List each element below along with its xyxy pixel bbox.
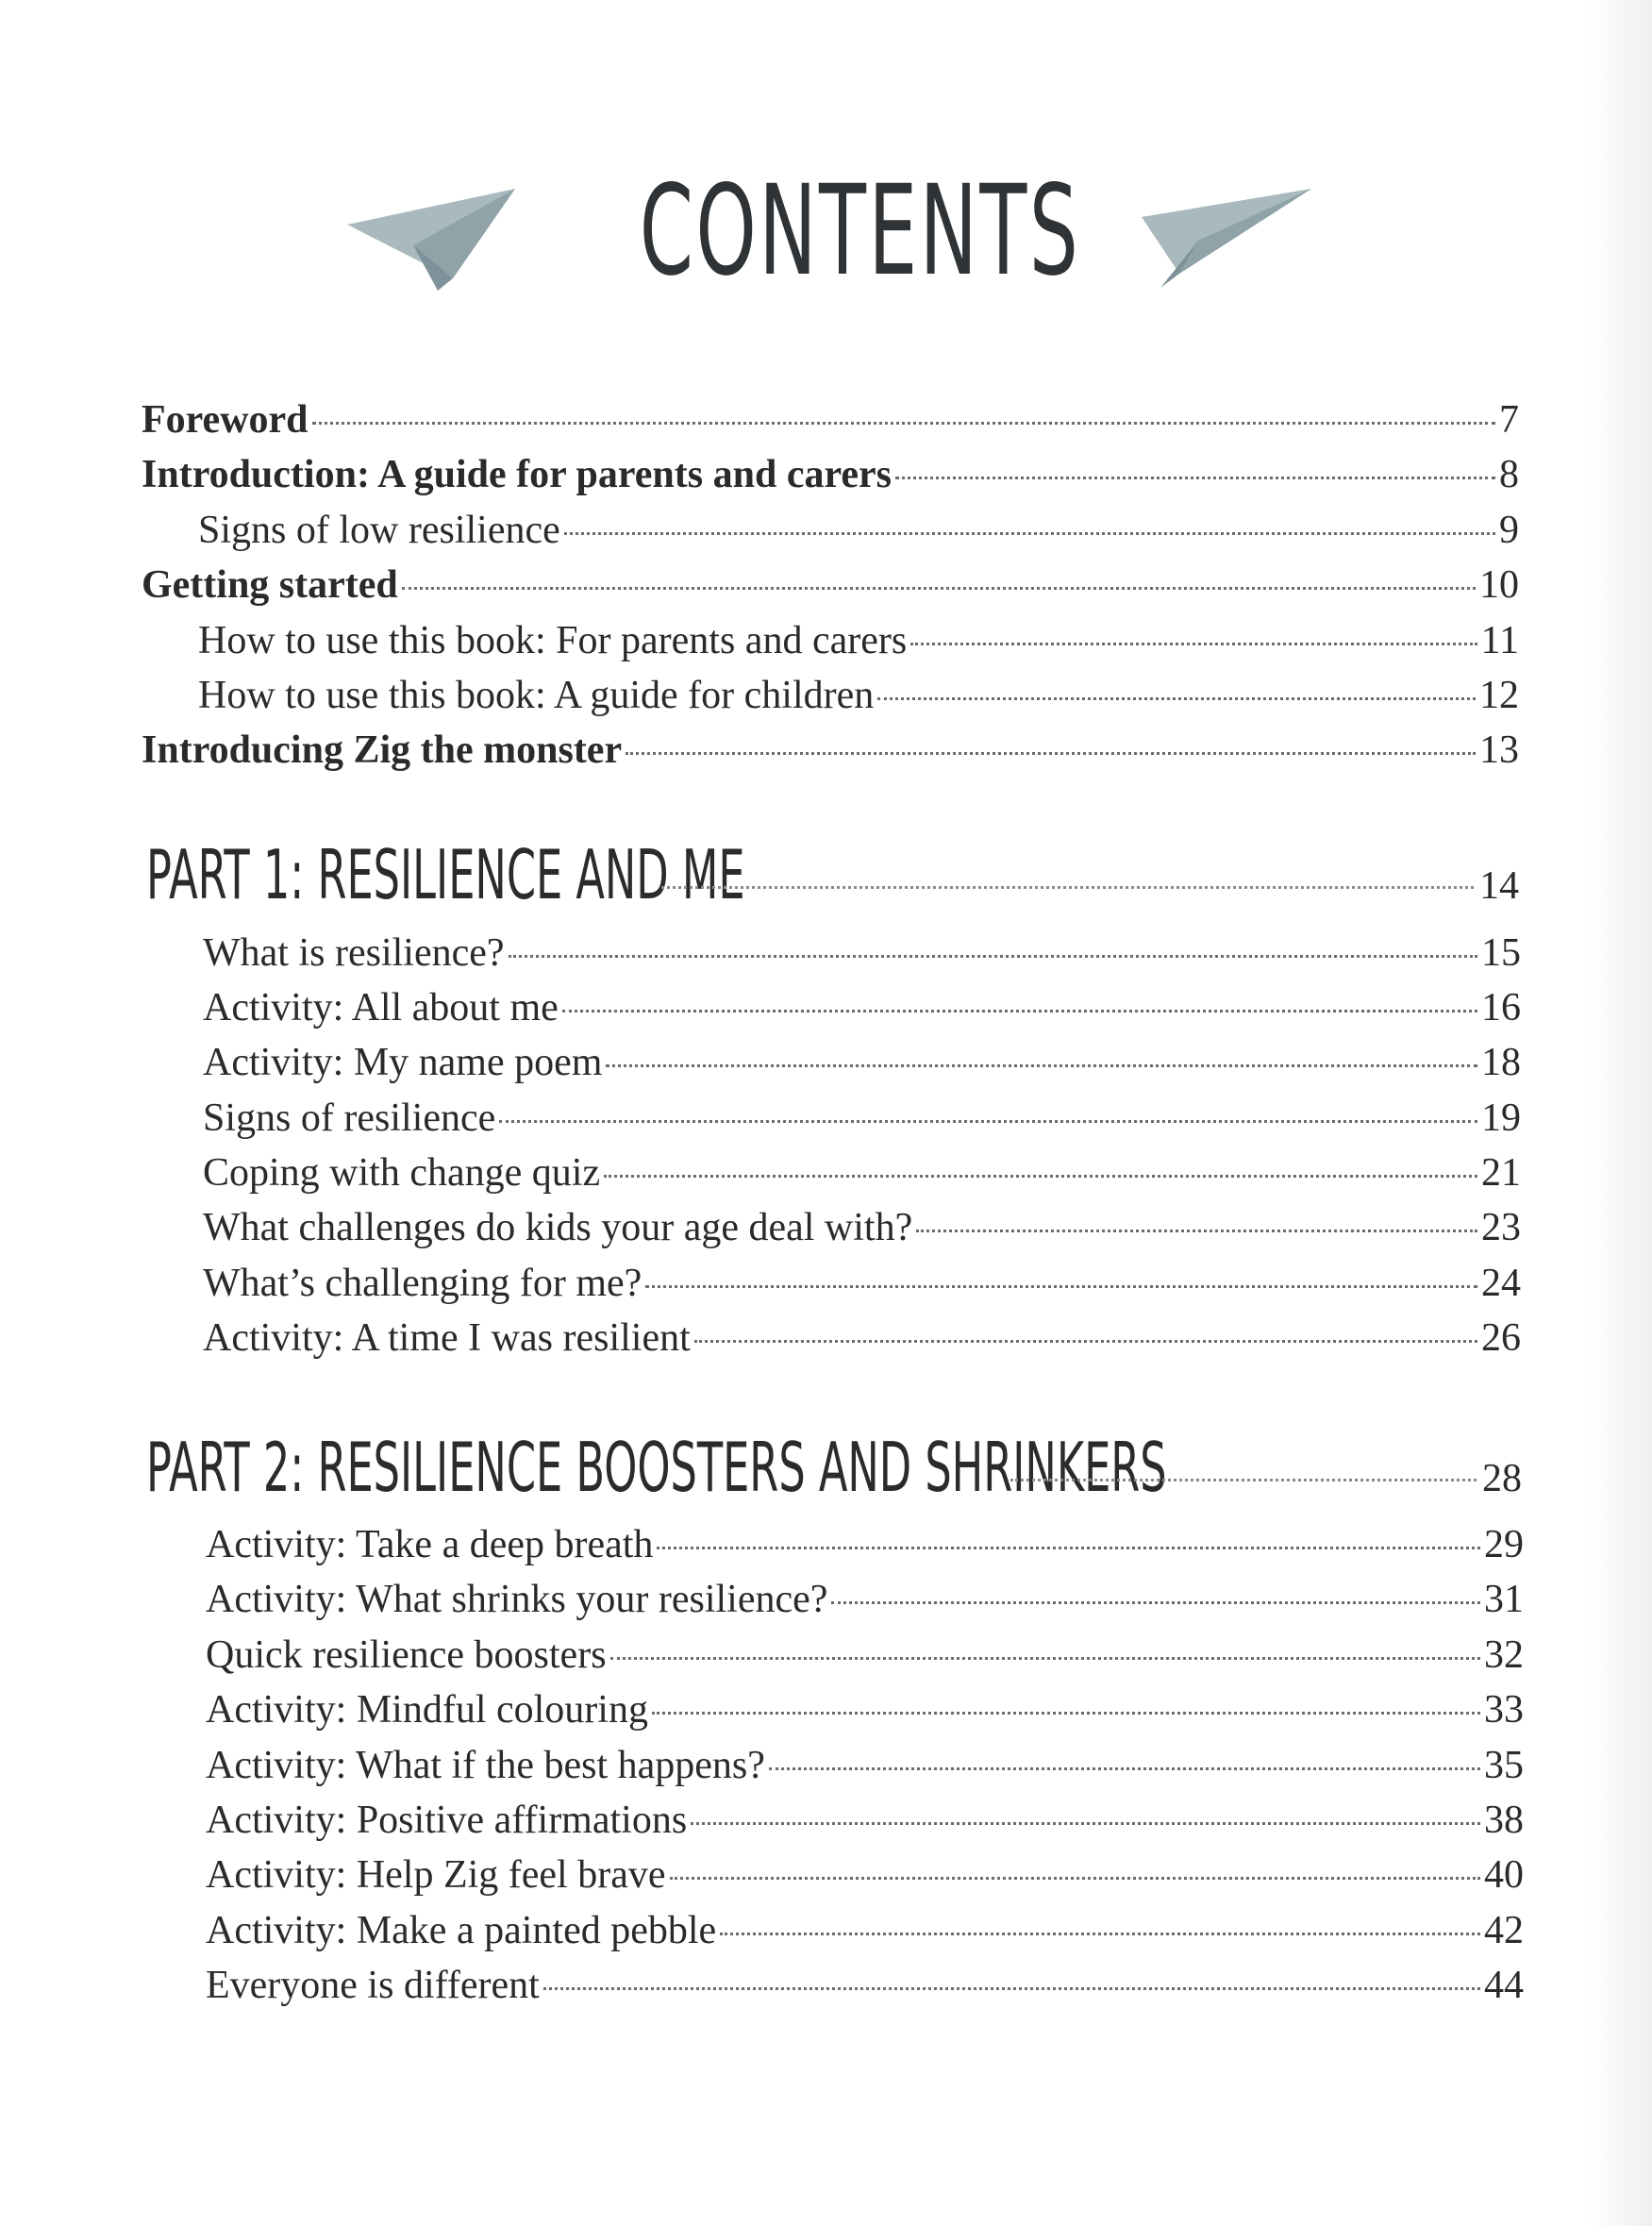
- dot-leader: [895, 477, 1495, 479]
- page-number: 42: [1484, 1909, 1524, 1952]
- page-number: 28: [1482, 1457, 1522, 1500]
- toc-entry[interactable]: [206, 1907, 1524, 1956]
- dot-leader: [831, 1601, 1480, 1604]
- page-number: 19: [1481, 1096, 1521, 1140]
- entry-label: Signs of resilience: [203, 1096, 496, 1140]
- part-title: PART 2: RESILIENCE BOOSTERS AND SHRINKERS: [146, 1428, 1167, 1507]
- page-number: 31: [1484, 1578, 1524, 1621]
- toc-entry[interactable]: [206, 1521, 1524, 1570]
- entry-label: How to use this book: For parents and carers: [198, 619, 908, 662]
- entry-label: How to use this book: A guide for children: [198, 674, 875, 717]
- entry-label: Foreword: [142, 398, 309, 442]
- page-number: 23: [1481, 1206, 1521, 1249]
- page-number: 38: [1484, 1799, 1524, 1842]
- toc-entry[interactable]: [206, 1851, 1524, 1900]
- entry-label: Activity: A time I was resilient: [203, 1316, 691, 1360]
- dot-leader: [720, 1933, 1480, 1935]
- dot-leader: [691, 1822, 1480, 1825]
- page-number: 26: [1481, 1316, 1521, 1360]
- entry-label: Introduction: A guide for parents and carers: [142, 453, 892, 496]
- entry-label: Activity: My name poem: [203, 1041, 603, 1084]
- dot-leader: [543, 1987, 1480, 1990]
- dot-leader: [694, 1340, 1477, 1343]
- entry-label: Introducing Zig the monster: [142, 728, 623, 772]
- dot-leader: [670, 1877, 1481, 1880]
- page-number: 29: [1484, 1523, 1524, 1566]
- page-number: 7: [1499, 398, 1519, 442]
- part-title-wrap: [146, 835, 745, 914]
- entry-label: Activity: Positive affirmations: [206, 1799, 688, 1842]
- toc-entry-getting-started[interactable]: [142, 561, 1519, 611]
- dot-leader: [499, 1120, 1477, 1123]
- page-title: CONTENTS: [639, 159, 1081, 304]
- title-area: [0, 151, 1652, 340]
- dot-leader: [626, 752, 1476, 755]
- entry-label: Getting started: [142, 563, 398, 607]
- toc-entry[interactable]: [203, 984, 1521, 1033]
- dot-leader: [312, 422, 1495, 425]
- toc-entry[interactable]: [203, 1039, 1521, 1088]
- dot-leader: [564, 532, 1495, 535]
- entry-label: Activity: What shrinks your resilience?: [206, 1578, 828, 1621]
- page-number: 12: [1479, 674, 1519, 717]
- dot-leader: [657, 1547, 1480, 1549]
- dot-leader: [604, 1175, 1477, 1178]
- page-number: 44: [1484, 1964, 1524, 2007]
- toc-entry[interactable]: [206, 1576, 1524, 1625]
- entry-label: Coping with change quiz: [203, 1151, 601, 1195]
- page-number: 33: [1484, 1688, 1524, 1732]
- toc-entry[interactable]: [206, 1742, 1524, 1791]
- entry-label: What’s challenging for me?: [203, 1262, 642, 1305]
- dot-leader: [606, 1064, 1477, 1067]
- dot-leader: [402, 587, 1476, 590]
- part-heading[interactable]: [146, 1428, 1522, 1507]
- page-number: 13: [1479, 728, 1519, 772]
- toc-entry[interactable]: [206, 1632, 1524, 1681]
- dot-leader: [916, 1230, 1477, 1232]
- entry-label: Activity: Make a painted pebble: [206, 1909, 717, 1952]
- toc-entry[interactable]: [203, 929, 1521, 979]
- dot-leader: [645, 1285, 1477, 1288]
- dot-leader: [1010, 1479, 1477, 1481]
- entry-label: Activity: Help Zig feel brave: [206, 1853, 666, 1897]
- toc-entry-foreword[interactable]: [142, 396, 1519, 445]
- page-number: 18: [1481, 1041, 1521, 1084]
- part-title-wrap: [146, 1428, 1167, 1507]
- page-number: 15: [1481, 931, 1521, 975]
- dot-leader: [910, 643, 1477, 645]
- toc-entry[interactable]: [203, 1204, 1521, 1253]
- entry-label: What is resilience?: [203, 931, 505, 975]
- toc-entry[interactable]: [203, 1149, 1521, 1198]
- page-number: 21: [1481, 1151, 1521, 1195]
- page-number: 24: [1481, 1262, 1521, 1305]
- page-number: 16: [1481, 986, 1521, 1029]
- page-number: 40: [1484, 1853, 1524, 1897]
- toc-entry[interactable]: [206, 1962, 1524, 2011]
- toc-entry[interactable]: [203, 1260, 1521, 1309]
- entry-label: Activity: All about me: [203, 986, 559, 1029]
- entry-label: Activity: What if the best happens?: [206, 1744, 765, 1787]
- toc-entry[interactable]: [206, 1797, 1524, 1846]
- dot-leader: [562, 1010, 1477, 1013]
- entry-label: Signs of low resilience: [198, 509, 560, 552]
- dot-leader: [509, 955, 1477, 958]
- toc-entry-how-to-use-parents[interactable]: [198, 617, 1519, 666]
- part-title: PART 1: RESILIENCE AND ME: [146, 835, 745, 914]
- page-number: 11: [1480, 619, 1519, 662]
- page-number: 35: [1484, 1744, 1524, 1787]
- entry-label: Activity: Take a deep breath: [206, 1523, 654, 1566]
- page-number: 32: [1484, 1633, 1524, 1677]
- entry-label: What challenges do kids your age deal with?: [203, 1206, 913, 1249]
- toc-entry[interactable]: [206, 1686, 1524, 1735]
- paper-plane-icon: [1142, 189, 1311, 293]
- page-number: 9: [1499, 509, 1519, 552]
- entry-label: Activity: Mindful colouring: [206, 1688, 648, 1732]
- toc-entry-introduction[interactable]: [142, 451, 1519, 500]
- page-number: 8: [1499, 453, 1519, 496]
- toc-entry[interactable]: [203, 1314, 1521, 1364]
- entry-label: Everyone is different: [206, 1964, 540, 2007]
- dot-leader: [661, 886, 1474, 889]
- page-number: 14: [1479, 864, 1519, 908]
- part-heading[interactable]: [146, 835, 1519, 914]
- paper-plane-icon: [347, 189, 517, 293]
- dot-leader: [652, 1712, 1480, 1715]
- page-number: 10: [1479, 563, 1519, 607]
- dot-leader: [769, 1767, 1480, 1770]
- toc-entry-signs-of-low-resilience[interactable]: [198, 507, 1519, 556]
- toc-entry-introducing-zig[interactable]: [142, 727, 1519, 776]
- dot-leader: [610, 1657, 1480, 1660]
- toc-entry[interactable]: [203, 1095, 1521, 1144]
- dot-leader: [877, 697, 1476, 700]
- entry-label: Quick resilience boosters: [206, 1633, 607, 1677]
- toc-entry-how-to-use-children[interactable]: [198, 672, 1519, 721]
